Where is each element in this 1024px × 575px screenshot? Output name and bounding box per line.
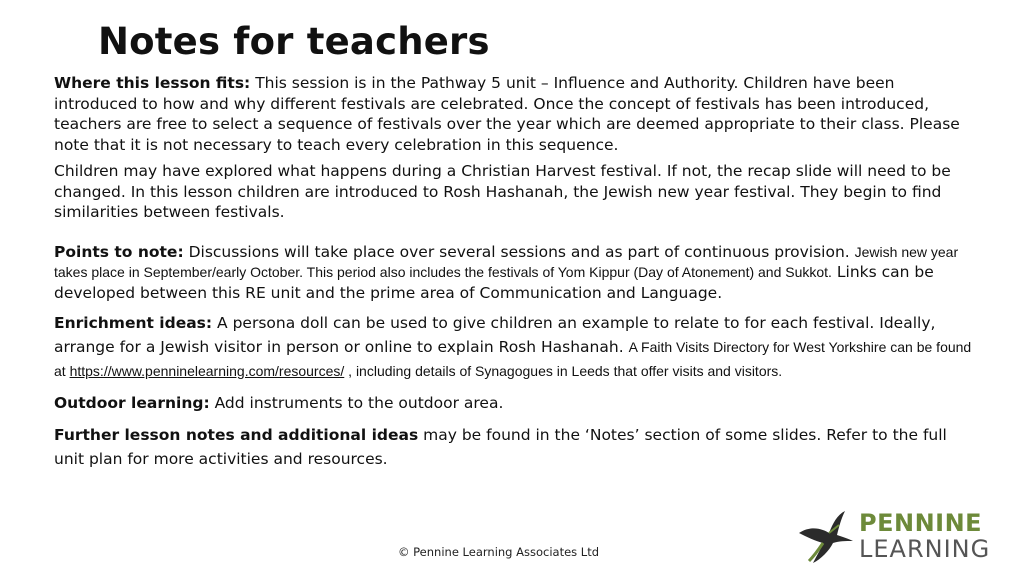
further-notes-label: Further lesson notes and additional ideas xyxy=(54,426,419,444)
pennine-learning-logo xyxy=(793,505,1013,569)
further-notes-paragraph xyxy=(54,423,974,471)
lesson-fit-label: Where this lesson fits: xyxy=(54,74,251,92)
enrichment-small-text: A Faith Visits Directory for West Yorkshire can be found at xyxy=(54,339,972,379)
bird-logo-icon xyxy=(793,507,855,567)
outdoor-label: Outdoor learning: xyxy=(54,394,210,412)
lesson-fit-paragraph xyxy=(54,73,974,155)
outdoor-paragraph xyxy=(54,391,974,415)
resources-link[interactable]: https://www.penninelearning.com/resources/ xyxy=(69,363,345,379)
notes-content xyxy=(54,73,974,471)
page-title: Notes for teachers xyxy=(98,20,490,63)
logo-text-bottom: LEARNING xyxy=(859,535,991,563)
enrichment-label: Enrichment ideas: xyxy=(54,314,213,332)
logo-text-top: PENNINE xyxy=(859,509,983,537)
points-label: Points to note: xyxy=(54,242,184,261)
copyright-footer: © Pennine Learning Associates Ltd xyxy=(398,545,600,559)
enrichment-paragraph xyxy=(54,311,974,383)
points-text: Discussions will take place over several sessions and as part of continuous provision. xyxy=(183,242,855,261)
points-small-text: Jewish new year takes place in September/early October. This period also includes the festivals of Yom Kippur (Day of Atonement) and Sukkot. xyxy=(54,243,959,280)
points-paragraph xyxy=(54,242,974,304)
enrichment-text: A persona doll can be used to give children an example to relate to for each festival. Ideally, arrange for a Jewish visitor in person or online to explain Rosh Hashanah. xyxy=(54,314,936,356)
enrichment-small-text-2: , including details of Synagogues in Leeds that offer visits and visitors. xyxy=(344,363,783,379)
points-text-2: Links can be developed between this RE unit and the prime area of Communication and Language. xyxy=(54,263,934,302)
outdoor-text: Add instruments to the outdoor area. xyxy=(209,394,504,412)
lesson-fit-text: This session is in the Pathway 5 unit – Influence and Authority. Children have been introduced to how and why different festivals are celebrated. Once the concept of festivals has been introduced, teachers are free to select a sequence of festivals over the year which are deemed appropriate to their class. Please note that it is not necessary to teach every celebration in this sequence. xyxy=(54,74,960,154)
further-notes-text: may be found in the ‘Notes’ section of some slides. Refer to the full unit plan for more activities and resources. xyxy=(54,426,947,468)
harvest-text: Children may have explored what happens during a Christian Harvest festival. If not, the recap slide will need to be changed. In this lesson children are introduced to Rosh Hashanah, the Jewish new year festival. They begin to find similarities between festivals. xyxy=(54,162,951,221)
harvest-paragraph xyxy=(54,161,974,223)
